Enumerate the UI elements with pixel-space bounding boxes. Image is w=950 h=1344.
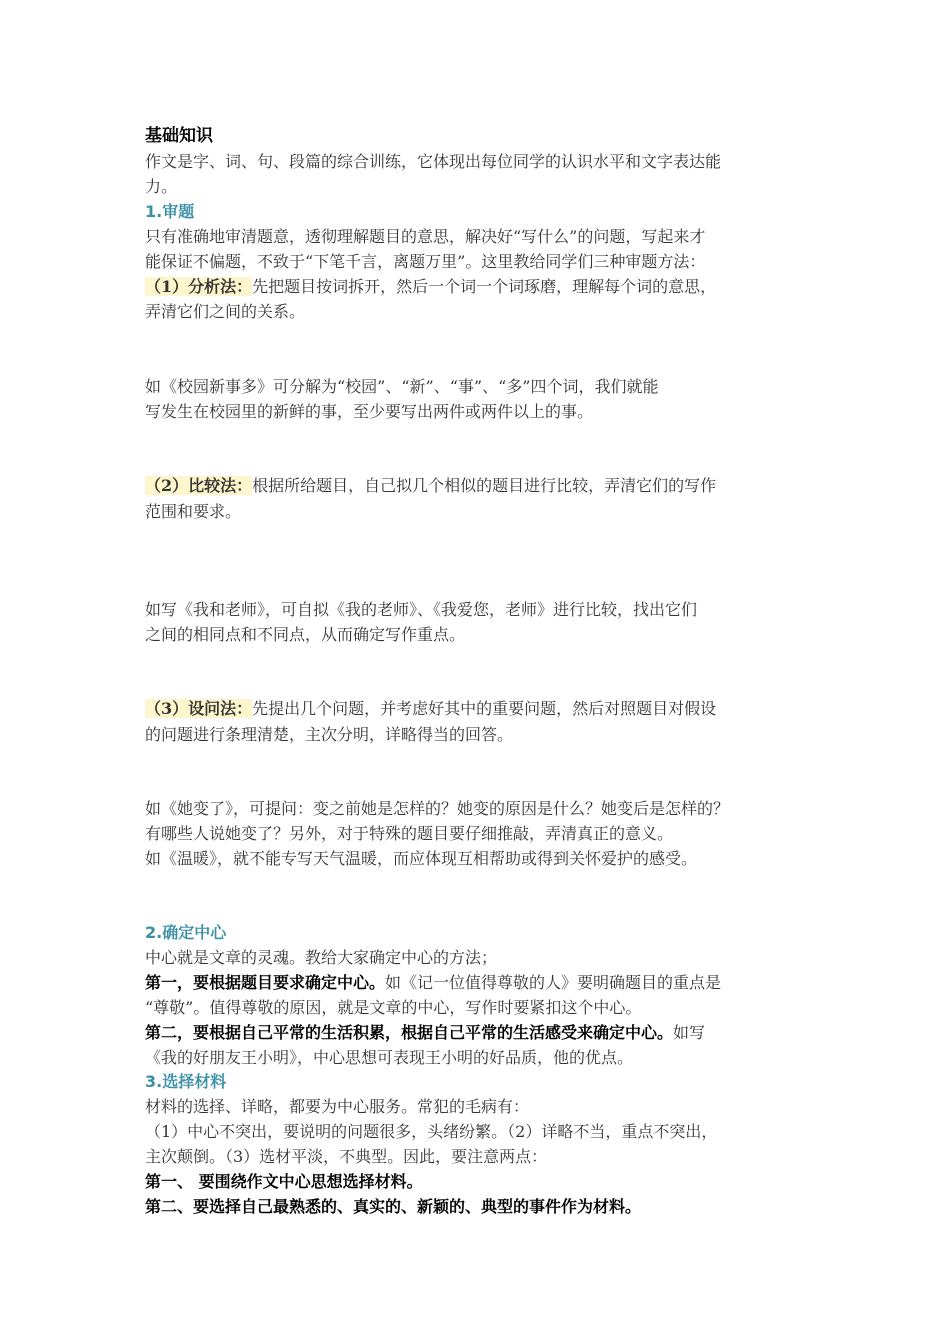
s2-first-bold: 第一，要根据题目要求确定中心。	[145, 973, 386, 992]
method-1-example-line-1: 如《校园新事多》可分解为“校园”、“新”、“事”、“多”四个词，我们就能	[145, 377, 659, 396]
method-1-label: （1）分析法：	[145, 277, 253, 296]
s2-second-line	[145, 1021, 705, 1045]
method-2-example-line-2: 之间的相同点和不同点，从而确定写作重点。	[145, 625, 466, 644]
s2-first-line	[145, 971, 721, 995]
s3-point-1: 第一、 要围绕作文中心思想选择材料。	[145, 1172, 423, 1191]
method-2-label: （2）比较法：	[145, 476, 253, 495]
s3-problems-line-2: 主次颠倒。（3）选材平淡，不典型。因此，要注意两点：	[145, 1147, 548, 1166]
s2-first-text: 如《记一位值得尊敬的人》要明确题目的重点是	[385, 973, 722, 992]
section-heading-3: 3.选择材料	[145, 1072, 227, 1091]
method-2-text: 根据所给题目，自己拟几个相似的题目进行比较，弄清它们的写作	[252, 476, 717, 495]
method-2-example-line-1: 如写《我和老师》，可自拟《我的老师》、《我爱您，老师》进行比较，找出它们	[145, 600, 698, 619]
s3-point-2: 第二、要选择自己最熟悉的、真实的、新颖的、典型的事件作为材料。	[145, 1197, 642, 1216]
s2-second-line-2: 《我的好朋友王小明》，中心思想可表现王小明的好品质，他的优点。	[145, 1048, 634, 1067]
method-1-example-line-2: 写发生在校园里的新鲜的事，至少要写出两件或两件以上的事。	[145, 402, 594, 421]
s2-first-line-2: “尊敬”。值得尊敬的原因，就是文章的中心，写作时要紧扣这个中心。	[145, 998, 642, 1017]
s3-problems-line-1: （1）中心不突出，要说明的问题很多，头绪纷繁。（2）详略不当，重点不突出，	[145, 1122, 718, 1141]
intro-line-1: 作文是字、词、句、段篇的综合训练，它体现出每位同学的认识水平和文字表达能	[145, 152, 722, 171]
s2-second-bold: 第二，要根据自己平常的生活积累，根据自己平常的生活感受来确定中心。	[145, 1023, 674, 1042]
method-1-text: 先把题目按词拆开，然后一个词一个词琢磨，理解每个词的意思，	[252, 277, 717, 296]
s1-paragraph-line-1: 只有准确地审清题意，透彻理解题目的意思，解决好“写什么”的问题，写起来才	[145, 227, 706, 246]
s3-paragraph: 材料的选择、详略，都要为中心服务。常犯的毛病有：	[145, 1097, 530, 1116]
intro-line-2: 力。	[145, 177, 178, 196]
method-2-line-2: 范围和要求。	[145, 502, 242, 521]
method-1-line	[145, 275, 716, 299]
method-3-example-line-2: 有哪些人说她变了？另外，对于特殊的题目要仔细推敲，弄清真正的意义。	[145, 824, 674, 843]
method-1-line-2: 弄清它们之间的关系。	[145, 302, 306, 321]
s1-paragraph-line-2: 能保证不偏题，不致于“下笔千言，离题万里”。这里教给同学们三种审题方法：	[145, 252, 706, 271]
method-3-line-2: 的问题进行条理清楚，主次分明，详略得当的回答。	[145, 725, 514, 744]
document-title: 基础知识	[145, 126, 213, 146]
method-3-example-line-3: 如《温暖》，就不能专写天气温暖，而应体现互相帮助或得到关怀爱护的感受。	[145, 849, 698, 868]
section-heading-1: 1.审题	[145, 202, 195, 221]
method-3-label: （3）设问法：	[145, 699, 253, 718]
s2-second-text: 如写	[673, 1023, 706, 1042]
method-2-line	[145, 474, 716, 498]
section-heading-2: 2.确定中心	[145, 923, 227, 942]
s2-paragraph: 中心就是文章的灵魂。教给大家确定中心的方法；	[145, 948, 498, 967]
method-3-line	[145, 697, 716, 721]
method-3-text: 先提出几个问题，并考虑好其中的重要问题，然后对照题目对假设	[252, 699, 717, 718]
method-3-example-line-1: 如《她变了》，可提问：变之前她是怎样的？她变的原因是什么？她变后是怎样的？	[145, 799, 730, 818]
